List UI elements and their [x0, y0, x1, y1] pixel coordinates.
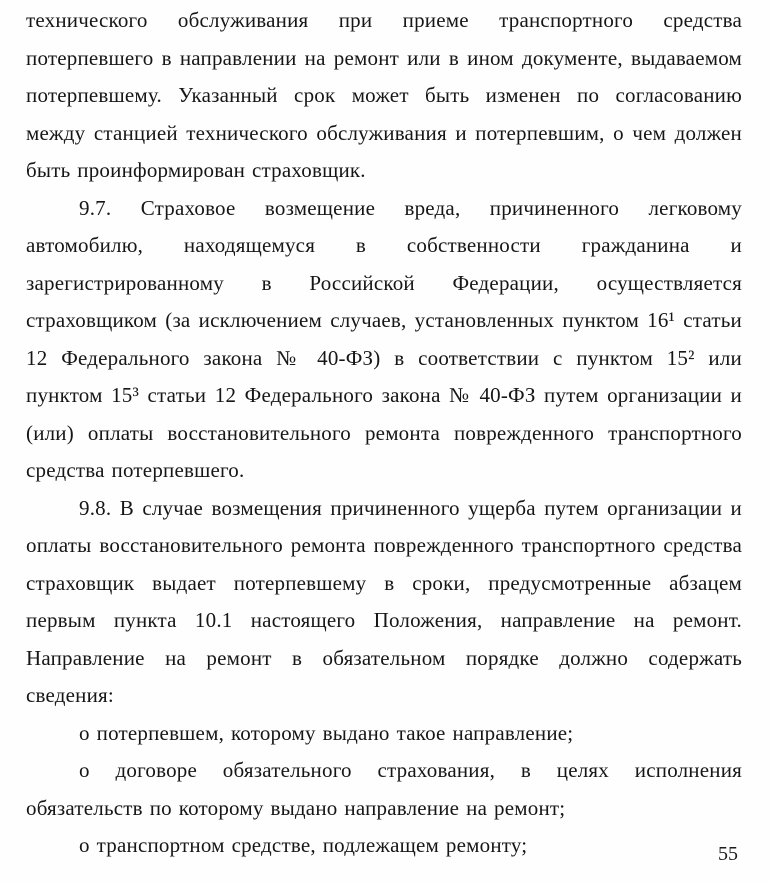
paragraph-list-item-vehicle: о транспортном средстве, подлежащем ремонту; [79, 833, 528, 857]
paragraph-clause-9-7: 9.7. Страховое возмещение вреда, причиненного легковому автомобилю, находящемуся в собственности гражданина и зарегистрированному в Российской Федерации, осуществляется страховщиком (за исключением случаев, установленных пунктом 16¹ статьи 12 Федерального закона № 40-ФЗ) в соответствии с пунктом 15² или пунктом 15³ статьи 12 Федерального закона № 40-ФЗ путем организации и (или) оплаты восстановительного ремонта поврежденного транспортного средства потерпевшего. [26, 195, 742, 482]
paragraph-continuation: технического обслуживания при приеме транспортного средства потерпевшего в направлении на ремонт или в ином документе, выдаваемом потерпевшему. Указанный срок может быть изменен по согласованию между станцией технического обслуживания и потерпевшим, о чем должен быть проинформирован страховщик. [26, 8, 742, 182]
paragraph-list-item-victim: о потерпевшем, которому выдано такое направление; [79, 720, 574, 745]
document-body [26, 2, 742, 865]
page-number: 55 [718, 843, 738, 865]
paragraph-list-item-contract: о договоре обязательного страхования, в целях исполнения обязательств по которому выдано направление на ремонт; [26, 758, 742, 820]
paragraph-clause-9-8: 9.8. В случае возмещения причиненного ущерба путем организации и оплаты восстановительного ремонта поврежденного транспортного средства страховщик выдает потерпевшему в сроки, предусмотренные абзацем первым пункта 10.1 настоящего Положения, направление на ремонт. Направление на ремонт в обязательном порядке должно содержать сведения: [26, 495, 742, 707]
